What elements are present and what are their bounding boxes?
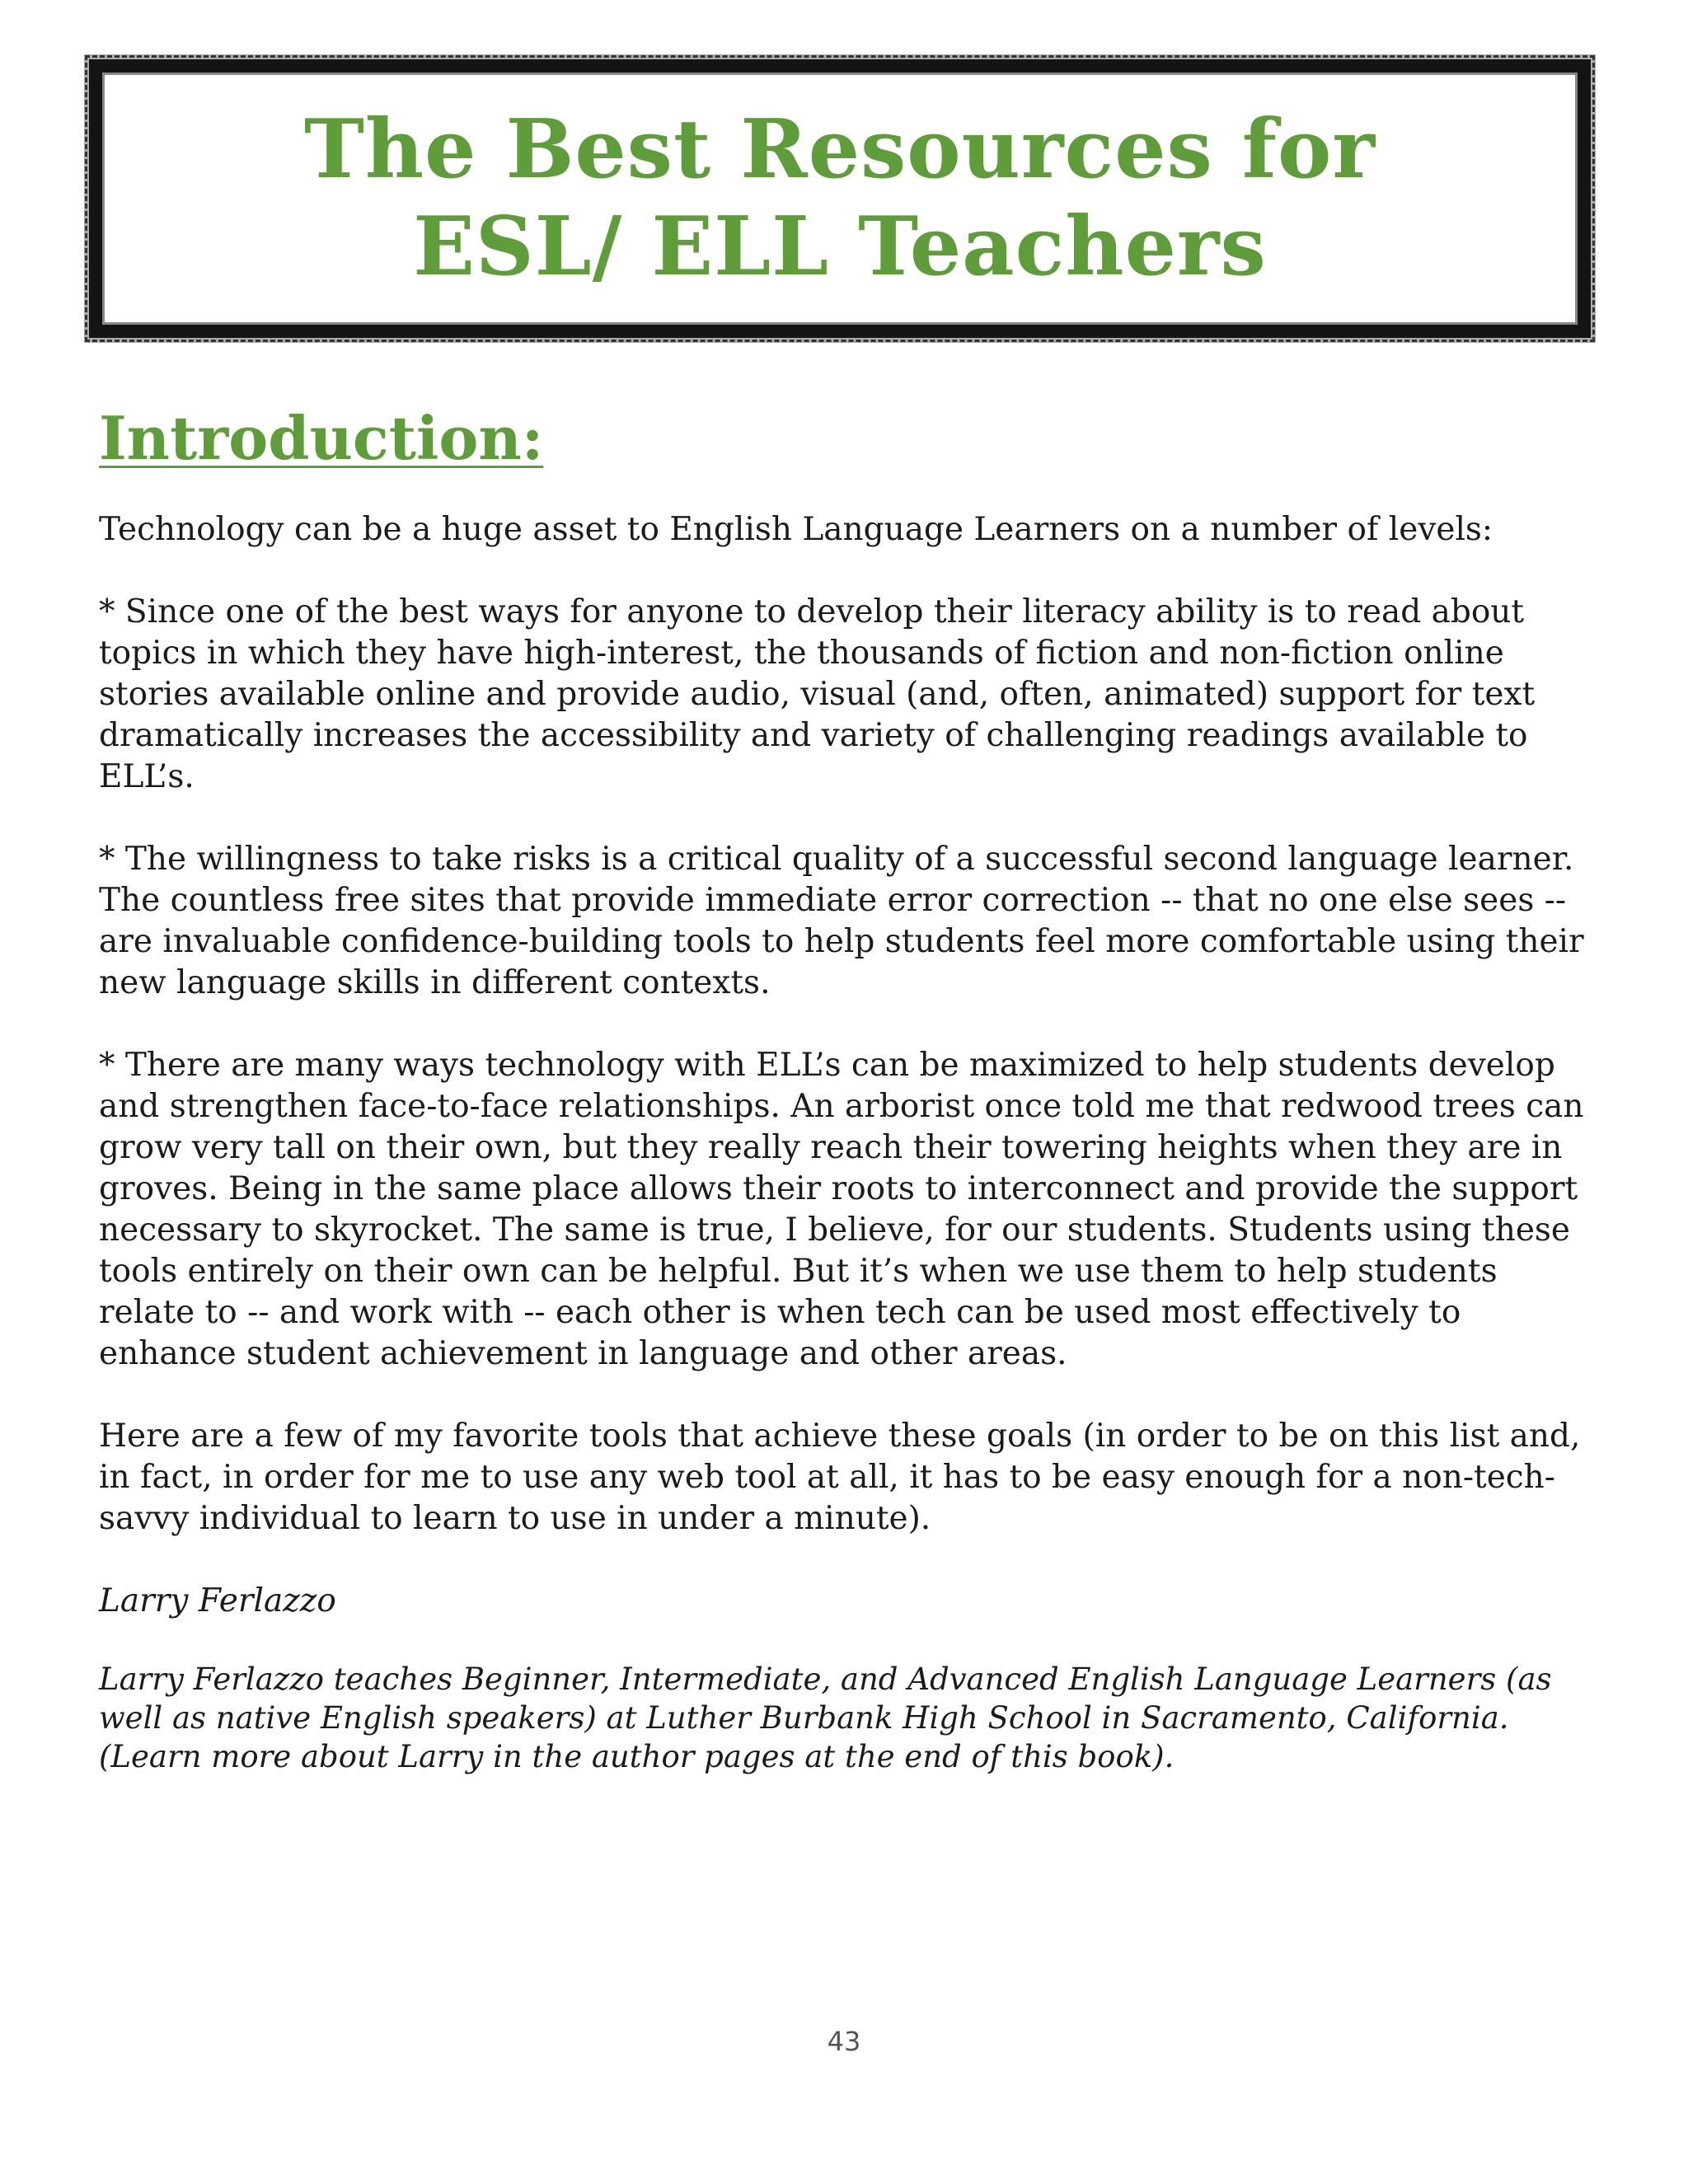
page-number: 43 xyxy=(827,2026,861,2057)
title-frame xyxy=(89,59,1591,338)
body-content xyxy=(99,509,1599,1776)
author-name: Larry Ferlazzo xyxy=(99,1582,336,1619)
bullet-paragraph-relationships: * There are many ways technology with ELL’s can be maximized to help students develop and strengthen face-to-face relationships. An arborist once told me that redwood trees can grow very tall on their own, but they really reach their towering heights when they are in groves. Being in the same place allows their roots to interconnect and provide the support necessary to skyrocket. The same is true, I believe, for our students. Students using these tools entirely on their own can be helpful. But it’s when we use them to help students relate to -- and work with -- each other is when tech can be used most effectively to enhance student achievement in language and other areas. xyxy=(99,1047,1584,1372)
author-bio: Larry Ferlazzo teaches Beginner, Intermediate, and Advanced English Language Learners (as well as native English speakers) at Luther Burbank High School in Sacramento, California. (Learn more about Larry in the author pages at the end of this book). xyxy=(99,1661,1552,1774)
bullet-paragraph-risks: * The willingness to take risks is a critical quality of a successful second language learner. The countless free sites that provide immediate error correction -- that no one else sees -- are invaluable confidence-building tools to help students feel more comfortable using their new language skills in different contexts. xyxy=(99,841,1584,1001)
intro-paragraph: Technology can be a huge asset to English Language Learners on a number of levels: xyxy=(99,511,1493,548)
section-heading-introduction: Introduction: xyxy=(99,403,544,473)
title-line-2: ESL/ ELL Teachers xyxy=(413,199,1267,294)
page-title xyxy=(304,101,1376,296)
favorite-tools-paragraph: Here are a few of my favorite tools that achieve these goals (in order to be on this list and, in fact, in order for me to use any web tool at all, it has to be easy enough for a non-tech-savvy individual to learn to use in under a minute). xyxy=(99,1418,1581,1537)
title-line-1: The Best Resources for xyxy=(303,102,1376,197)
bullet-paragraph-reading: * Since one of the best ways for anyone to develop their literacy ability is to read about topics in which they have high-interest, the thousands of fiction and non-fiction online stories available online and provide audio, visual (and, often, animated) support for text dramatically increases the accessibility and variety of challenging readings available to ELL’s. xyxy=(99,593,1536,795)
